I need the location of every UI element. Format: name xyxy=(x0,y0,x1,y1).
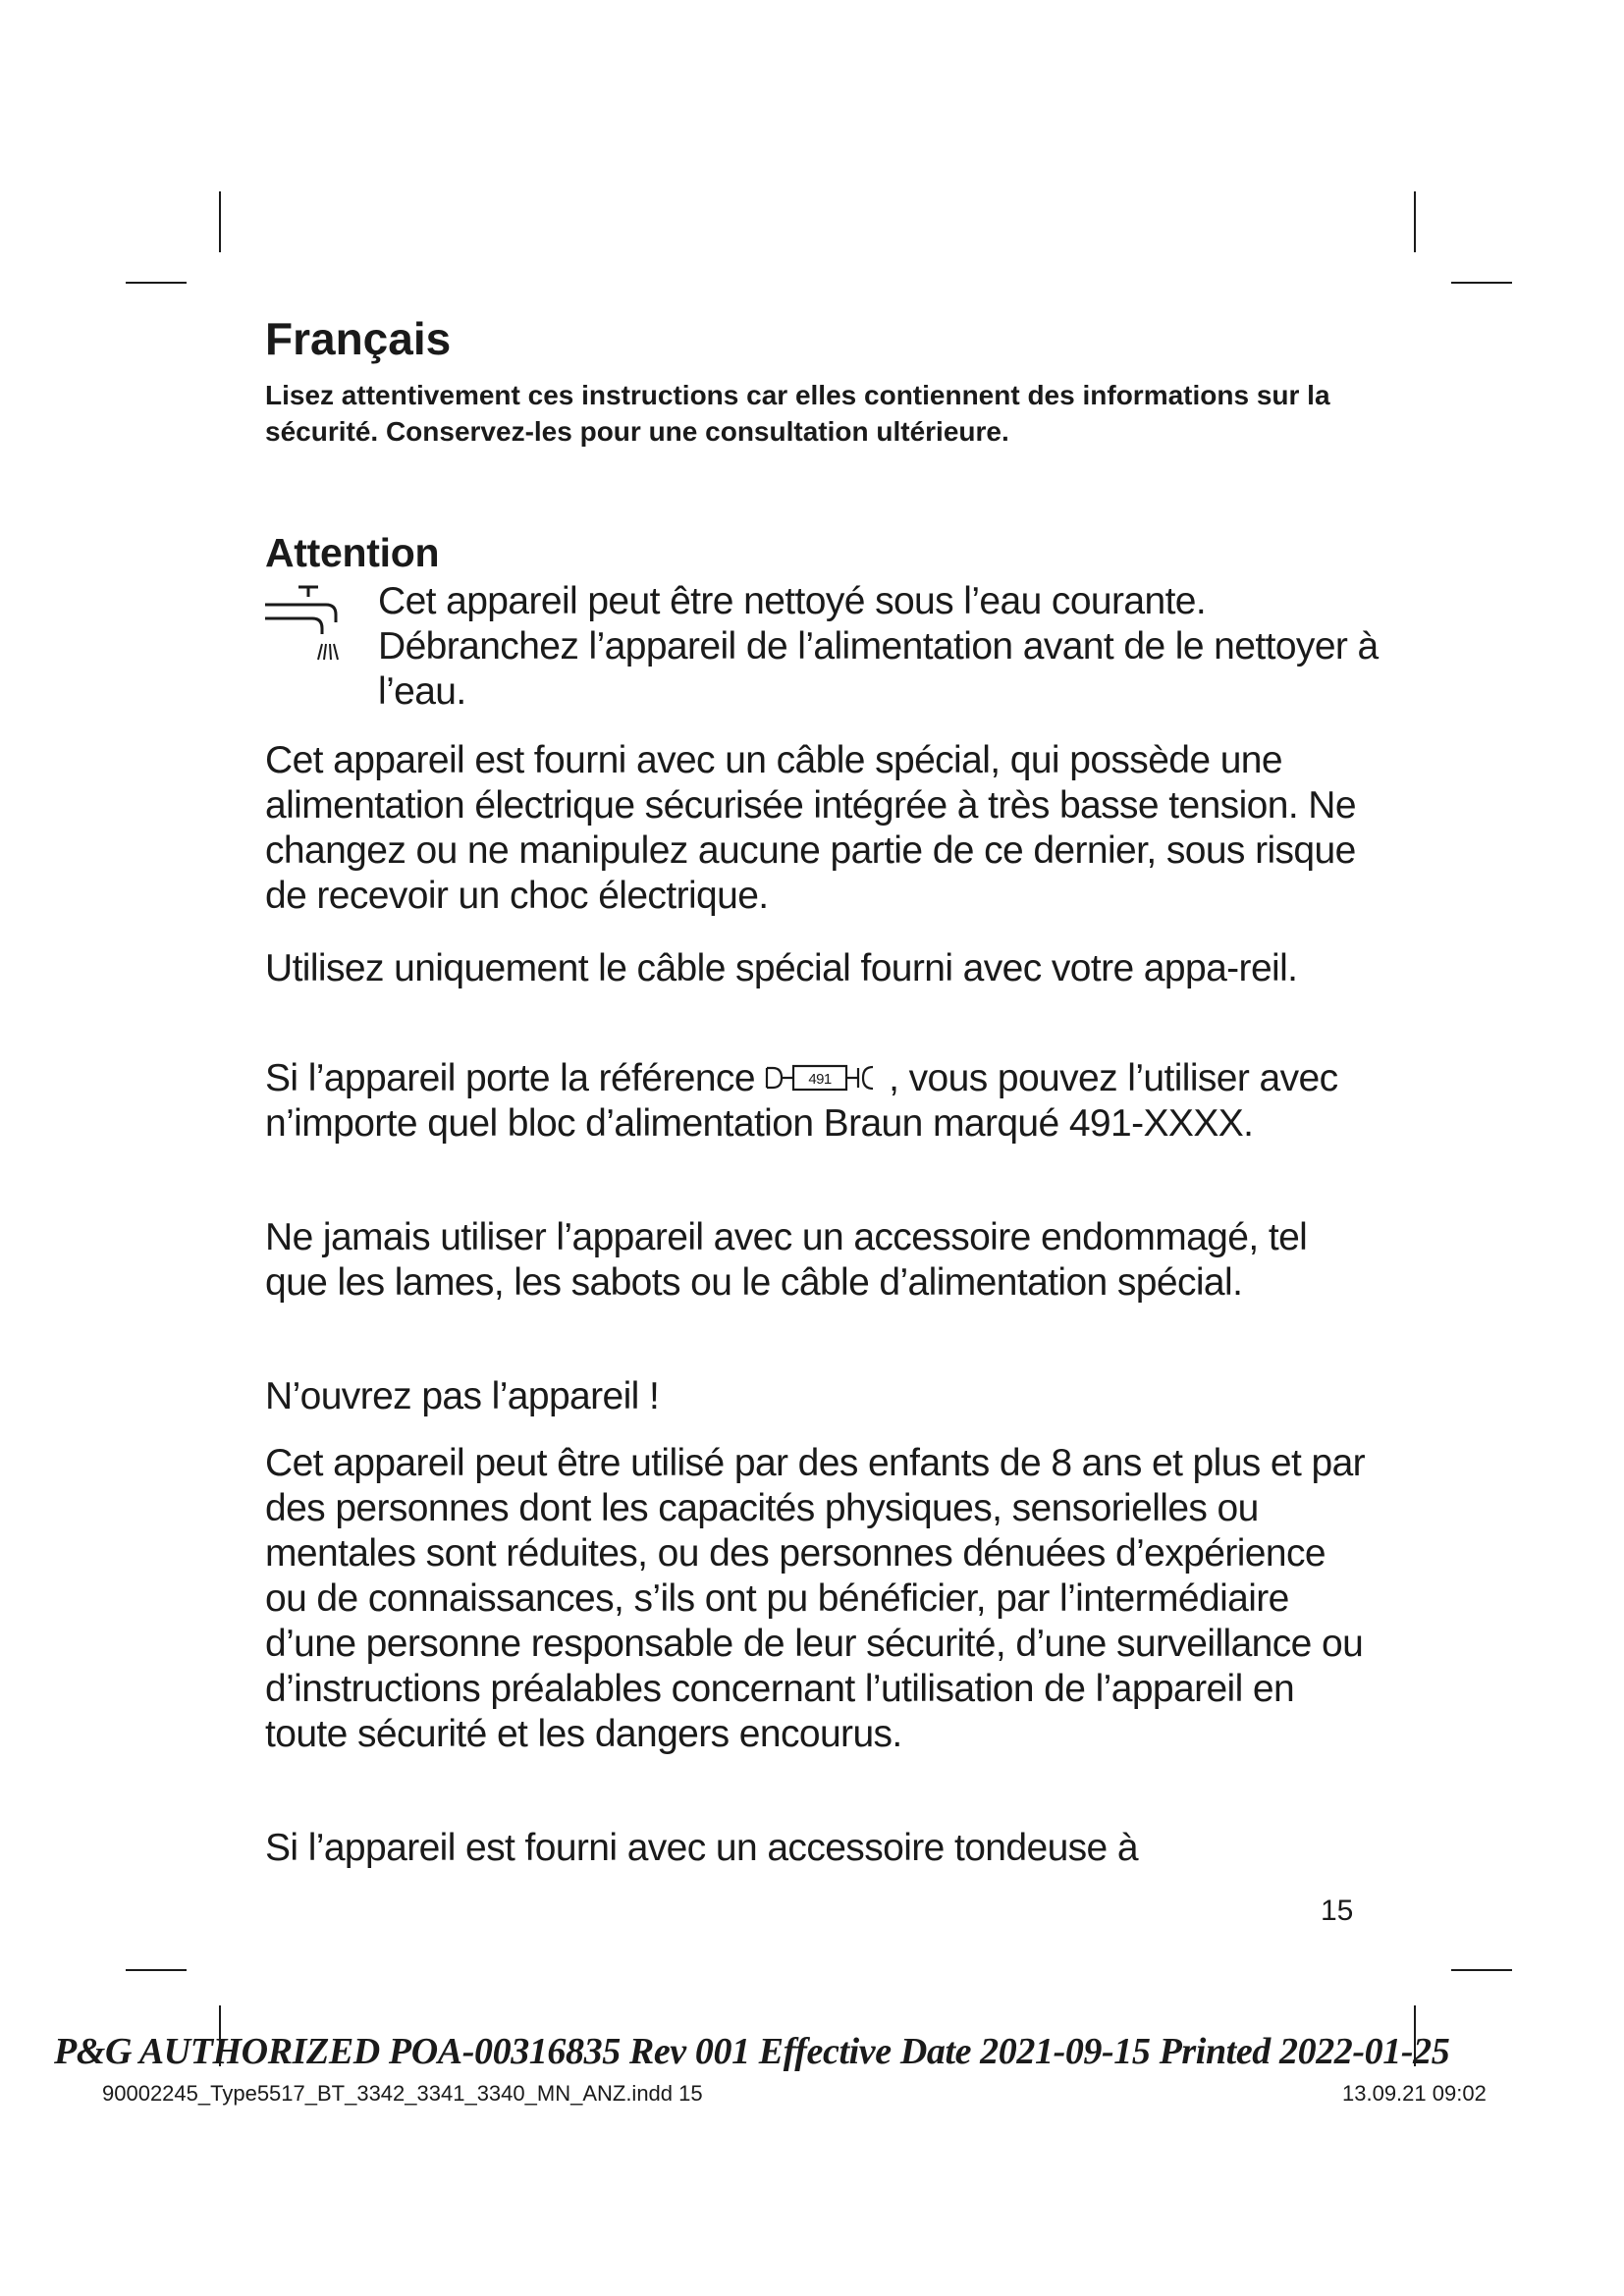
crop-mark-top-left-horizontal xyxy=(126,282,187,284)
crop-mark-top-left-vertical xyxy=(219,191,221,252)
paragraph-reference xyxy=(265,1056,1375,1147)
attention-text: Cet appareil peut être nettoyé sous l’eau courante. Débranchez l’appareil de l’alimentation avant de le nettoyer à l’eau. xyxy=(378,580,1379,713)
paragraph-cable: Cet appareil est fourni avec un câble spécial, qui possède une alimentation électrique sécurisée intégrée à très basse tension. Ne changez ou ne manipulez aucune partie de ce dernier, sous risque de recevoir un choc électrique. xyxy=(265,739,1356,917)
paragraph-damaged-accessory: Ne jamais utiliser l’appareil avec un accessoire endommagé, tel que les lames, les sabots ou le câble d’alimentation spécial. xyxy=(265,1216,1308,1304)
reference-text-after: , vous pouvez l’utiliser avec n’importe quel bloc d’alimentation Braun marqué 491-XXXX. xyxy=(265,1057,1338,1145)
reference-text-before: Si l’appareil porte la référence xyxy=(265,1057,766,1099)
plug-reference-icon xyxy=(765,1061,889,1095)
safety-intro: Lisez attentivement ces instructions car elles contiennent des informations sur la sécurité. Conservez-les pour une consultation ultérieure. xyxy=(265,380,1330,447)
authorization-stamp: P&G AUTHORIZED POA-00316835 Rev 001 Effective Date 2021-09-15 Printed 2022-01-25 xyxy=(54,2031,1450,2072)
page-number: 15 xyxy=(1321,1895,1354,1927)
section-title: Français xyxy=(265,313,452,364)
faucet-water-icon xyxy=(263,581,353,671)
attention-heading: Attention xyxy=(265,530,440,575)
reference-symbol-label: 491 xyxy=(808,1071,832,1088)
crop-mark-top-right-vertical xyxy=(1414,191,1416,252)
footer-date: 13.09.21 09:02 xyxy=(1342,2081,1487,2106)
paragraph-children: Cet appareil peut être utilisé par des enfants de 8 ans et plus et par des personnes dont les capacités physiques, sensorielles ou mentales sont réduites, ou des personnes dénuées d’expérience ou de connaissances, s’ils ont pu bénéficier, par l’intermédiaire d’une personne responsable de leur sécurité, d’une surveillance ou d’instructions préalables concernant l’utilisation de l’appareil en toute sécurité et les dangers encourus. xyxy=(265,1442,1366,1755)
paragraph-cable-only: Utilisez uniquement le câble spécial fourni avec votre appa-reil. xyxy=(265,947,1298,989)
paragraph-do-not-open: N’ouvrez pas l’appareil ! xyxy=(265,1375,660,1417)
crop-mark-top-right-horizontal xyxy=(1451,282,1512,284)
paragraph-trimmer: Si l’appareil est fourni avec un accessoire tondeuse à xyxy=(265,1827,1138,1869)
crop-mark-bottom-right-horizontal xyxy=(1451,1969,1512,1971)
footer-file-name: 90002245_Type5517_BT_3342_3341_3340_MN_ANZ.indd 15 xyxy=(102,2081,703,2106)
crop-mark-bottom-left-horizontal xyxy=(126,1969,187,1971)
